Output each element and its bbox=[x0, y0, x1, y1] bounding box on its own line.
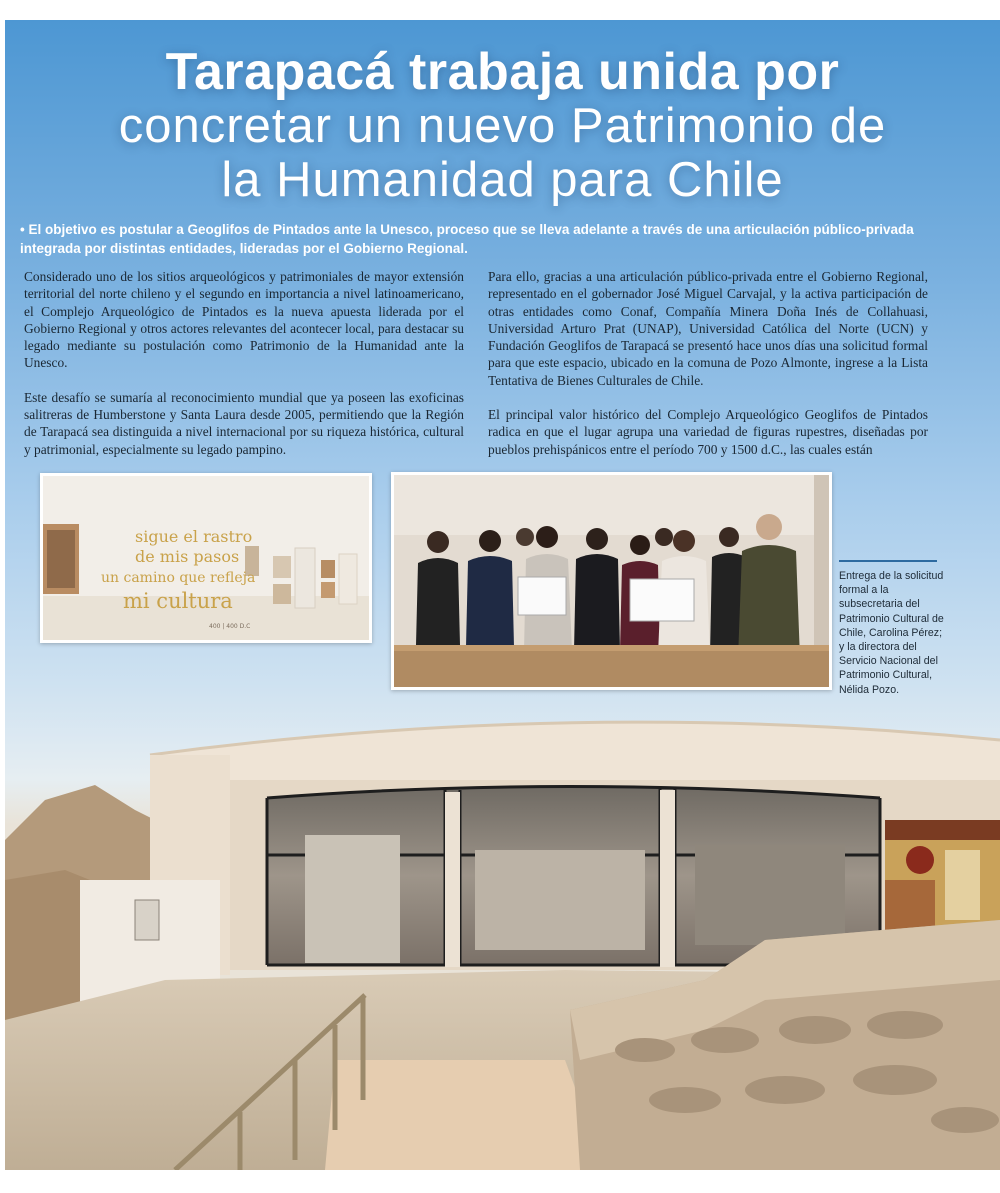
exhibit-wall-illustration bbox=[43, 476, 369, 640]
sign-line-4: mi cultura bbox=[123, 589, 233, 613]
headline-line-1: Tarapacá trabaja unida por bbox=[165, 43, 840, 101]
ceremony-illustration bbox=[394, 475, 829, 687]
body-column-left bbox=[24, 268, 464, 475]
museum-building-photo bbox=[5, 680, 1000, 1170]
body-paragraph: Considerado uno de los sitios arqueológicos y patrimoniales de mayor extensión territorial del norte chileno y el segundo en importancia a nivel latinoamericano, el Complejo Arqueológico de Pintados es la nueva apuesta liderada por el Gobierno Regional y otros actores relevantes del acontecer local, para destacar su legado mediante su postulación como Patrimonio de la Humanidad ante la Unesco. bbox=[24, 269, 464, 371]
body-column-right bbox=[488, 268, 928, 458]
exhibit-wall-photo bbox=[40, 473, 372, 643]
lead-paragraph: • El objetivo es postular a Geoglifos de Pintados ante la Unesco, proceso que se lleva adelante a través de una articulación público-privada integrada por distintas entidades, lideradas por el Gobierno Regional. bbox=[20, 222, 914, 256]
ceremony-photo bbox=[391, 472, 832, 690]
sign-small-text: 400 | 400 D.C bbox=[209, 623, 251, 630]
article-page bbox=[5, 20, 1000, 1170]
headline-line-3: la Humanidad para Chile bbox=[221, 153, 784, 207]
body-paragraph: Este desafío se sumaría al reconocimiento mundial que ya poseen las exoficinas salitreras de Humberstone y Santa Laura desde 2005, permitiendo que la Región de Tarapacá sea distinguida a nivel internacional por su riqueza histórica, cultural y patrimonial, especialmente su legado pampino. bbox=[24, 389, 464, 457]
sign-line-1: sigue el rastro bbox=[135, 527, 253, 546]
body-paragraph: El principal valor histórico del Complejo Arqueológico Geoglifos de Pintados radica en que el lugar agrupa una variedad de figuras rupestres, diseñadas por pueblos prehispánicos entre el período 700 y 1500 d.C., las cuales están bbox=[488, 407, 928, 457]
caption-text: Entrega de la solicitud formal a la subsecretaria del Patrimonio Cultural de Chile, Carolina Pérez; y la directora del Servicio Nacional del Patrimonio Cultural, Nélida Pozo. bbox=[839, 570, 944, 696]
sign-line-3: un camino que refleja bbox=[101, 570, 256, 586]
sign-line-2: de mis pasos bbox=[135, 547, 240, 566]
headline-line-2: concretar un nuevo Patrimonio de bbox=[118, 99, 887, 153]
caption-rule bbox=[839, 560, 937, 562]
photo-caption bbox=[839, 560, 949, 697]
body-paragraph: Para ello, gracias a una articulación público-privada entre el Gobierno Regional, representado en el gobernador José Miguel Carvajal, y la activa participación de otras entidades como Conaf, Compañía Minera Doña Inés de Collahuasi, Universidad Arturo Prat (UNAP), Universidad Católica del Norte (UCN) y Fundación Geoglifos de Tarapacá se presentó hace unos días una solicitud formal para que este espacio, ubicado en la comuna de Pozo Almonte, ingrese a la Lista Tentativa de Bienes Culturales de Chile. bbox=[488, 269, 928, 388]
